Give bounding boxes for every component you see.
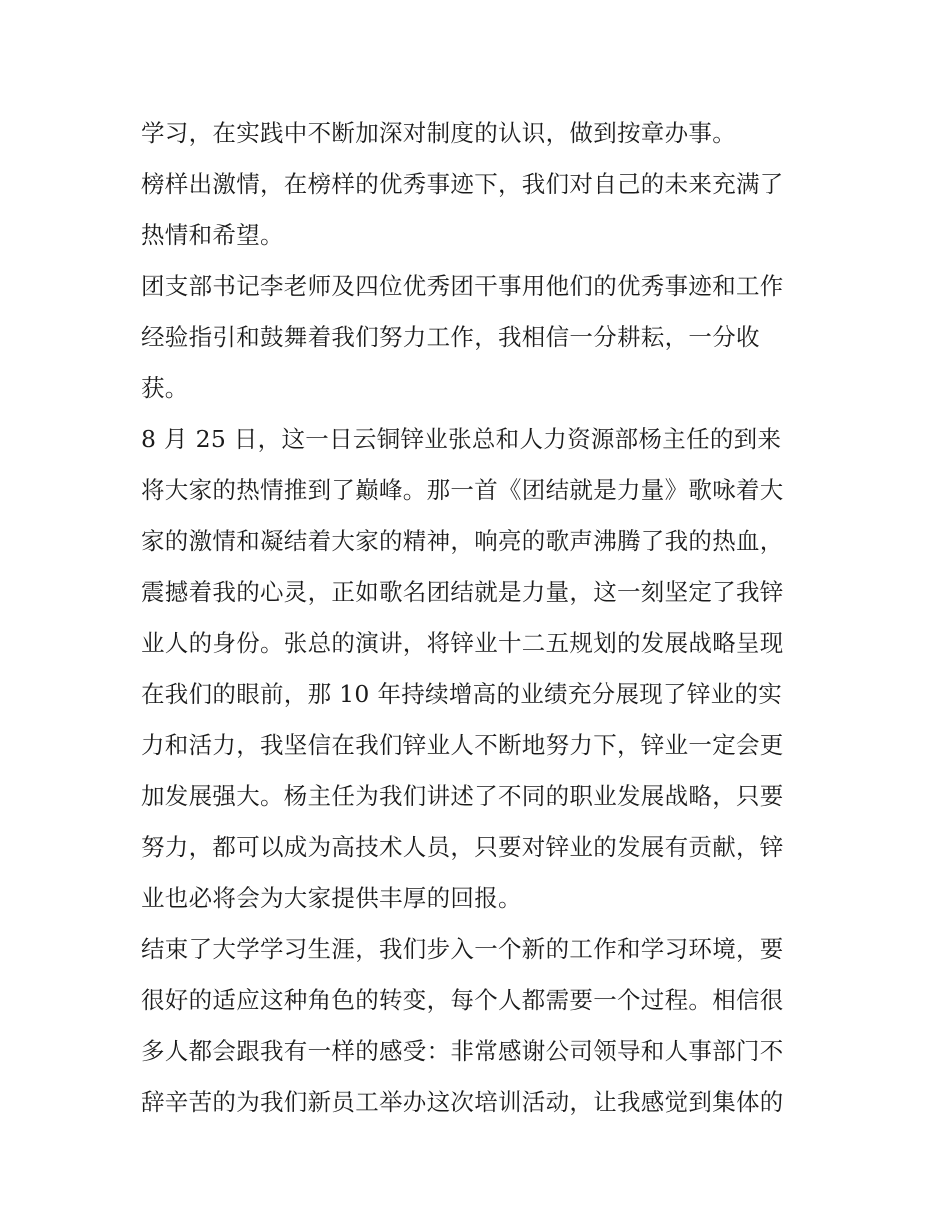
- text-line-13: 力和活力，我坚信在我们锌业人不断地努力下，锌业一定会更: [141, 731, 784, 759]
- text-line-14: 加发展强大。杨主任为我们讲述了不同的职业发展战略，只要: [141, 782, 784, 810]
- text-line-16: 业也必将会为大家提供丰厚的回报。: [141, 884, 522, 912]
- text-line-10: 震撼着我的心灵，正如歌名团结就是力量，这一刻坚定了我锌: [141, 578, 784, 606]
- text-line-17: 结束了大学学习生涯，我们步入一个新的工作和学习环境，要: [141, 935, 784, 963]
- text-line-20: 辞辛苦的为我们新员工举办这次培训活动，让我感觉到集体的: [141, 1088, 784, 1116]
- text-line-3: 热情和希望。: [141, 221, 284, 249]
- text-line-6: 获。: [141, 374, 189, 402]
- text-line-1: 学习，在实践中不断加深对制度的认识，做到按章办事。: [141, 119, 736, 147]
- text-line-7: 8 月 25 日，这一日云铜锌业张总和人力资源部杨主任的到来: [141, 425, 782, 453]
- text-line-11: 业人的身份。张总的演讲，将锌业十二五规划的发展战略呈现: [141, 629, 784, 657]
- text-line-9: 家的激情和凝结着大家的精神，响亮的歌声沸腾了我的热血，: [141, 527, 784, 555]
- text-line-2: 榜样出激情，在榜样的优秀事迹下，我们对自己的未来充满了: [141, 170, 784, 198]
- text-line-15: 努力，都可以成为高技术人员，只要对锌业的发展有贡献，锌: [141, 833, 784, 861]
- text-line-19: 多人都会跟我有一样的感受：非常感谢公司领导和人事部门不: [141, 1037, 784, 1065]
- text-line-5: 经验指引和鼓舞着我们努力工作，我相信一分耕耘，一分收: [141, 323, 760, 351]
- text-line-8: 将大家的热情推到了巅峰。那一首《团结就是力量》歌咏着大: [141, 476, 784, 504]
- text-line-4: 团支部书记李老师及四位优秀团干事用他们的优秀事迹和工作: [141, 272, 784, 300]
- body-text: [141, 108, 821, 1128]
- text-line-18: 很好的适应这种角色的转变，每个人都需要一个过程。相信很: [141, 986, 784, 1014]
- text-line-12: 在我们的眼前，那 10 年持续增高的业绩充分展现了锌业的实: [141, 680, 783, 708]
